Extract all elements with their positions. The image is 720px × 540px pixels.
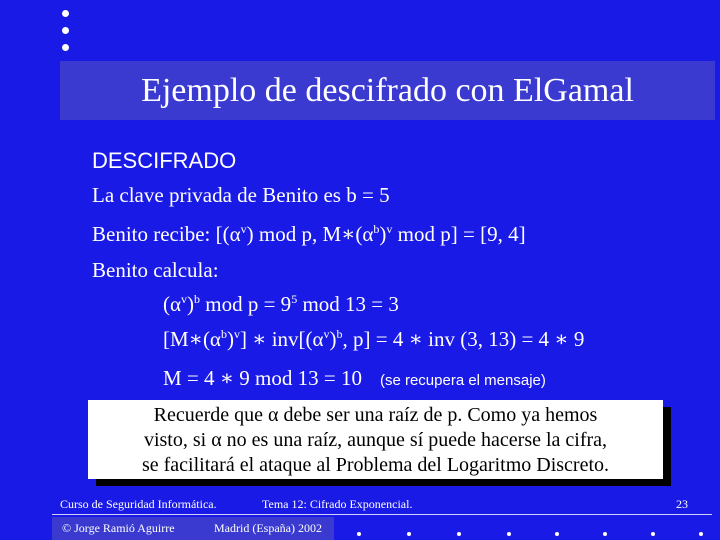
footer-place: Madrid (España) 2002 [214,521,322,535]
footer-divider [52,514,712,515]
decor-dot [555,532,559,536]
decor-dot [62,27,69,34]
decor-dot [699,532,703,536]
footer-course: Curso de Seguridad Informática. [60,497,217,511]
title-band [60,61,715,120]
line-step3-note: (se recupera el mensaje) [379,372,546,389]
line-private-key: La clave privada de Benito es b = 5 [92,183,390,207]
note-line-1: Recuerde que α debe ser una raíz de p. Como ya hemos [153,404,598,426]
decor-dot [62,44,69,51]
footer-author: © Jorge Ramió Aguirre [62,521,175,535]
heading-descifrado: DESCIFRADO [92,148,237,173]
note-line-3: se facilitará el ataque al Problema del Logaritmo Discreto. [141,454,610,476]
decor-dot [357,532,361,536]
line-step3-text: M = 4 ∗ 9 mod 13 = 10 [163,366,362,390]
footer-topic: Tema 12: Cifrado Exponencial. [262,497,413,511]
decor-dot [507,532,511,536]
decor-dot [407,532,411,536]
footer-page-number: 23 [676,497,688,511]
line-step3 [163,366,546,391]
decor-dot [457,532,461,536]
decor-dot [603,532,607,536]
line-receive: Benito recibe: [$(\alpha^v)$ mod p, $M∗(\alpha^b)^v$ mod p] = [9, 4] [92,222,526,246]
decor-dot [651,532,655,536]
line-step1: $(\alpha^v)^b$ mod $p = 9^5$ mod 13 = 3 [163,292,399,316]
note-box [88,400,663,479]
slide-title: Ejemplo de descifrado con ElGamal [141,71,634,109]
decor-dot [62,10,69,17]
note-line-2: visto, si α no es una raíz, aunque sí puede hacerse la cifra, [143,429,608,451]
line-step2: $[M∗(\alpha^b)^v]$ ∗ $inv[(\alpha^v)^b$, p] = 4 ∗ inv (3, 13) = 4 ∗ 9 [163,327,585,351]
line-calcula: Benito calcula: [92,258,219,282]
